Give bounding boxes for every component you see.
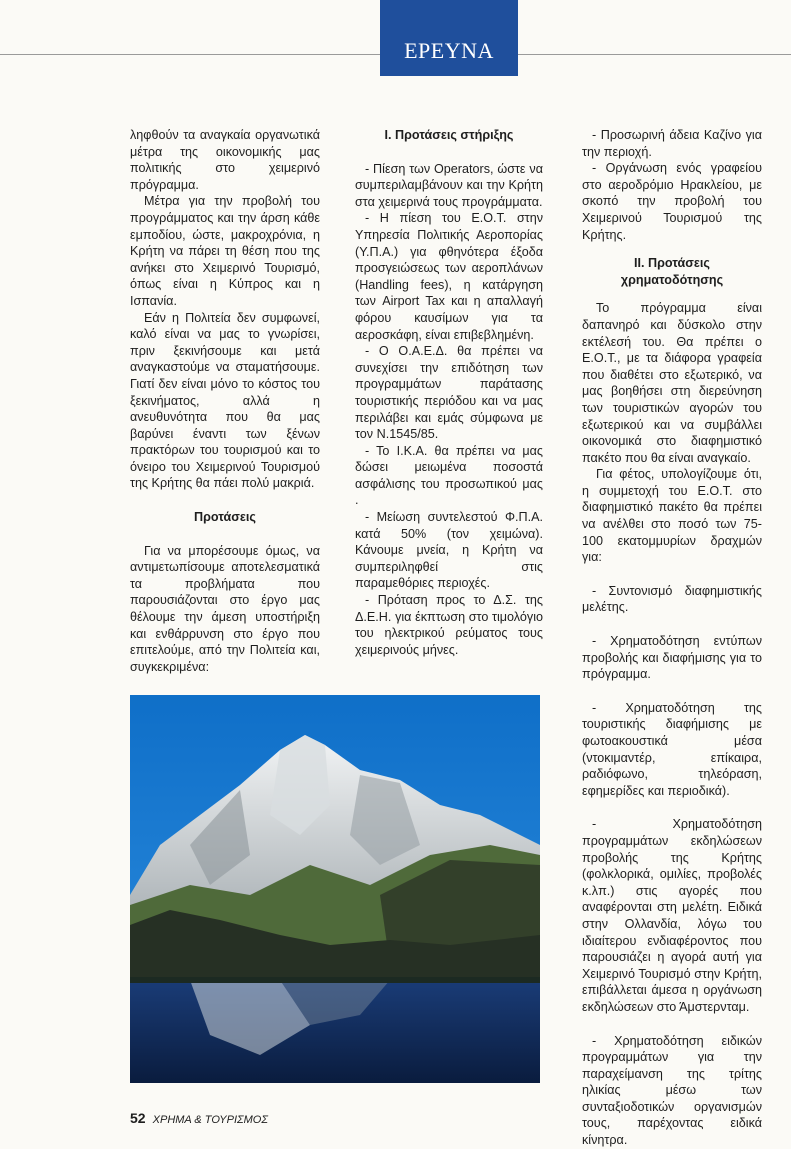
publication-name: ΧΡΗΜΑ & ΤΟΥΡΙΣΜΟΣ — [152, 1114, 268, 1126]
paragraph: Το πρόγραμμα είναι δαπανηρό και δύσκολο στην εκτέλεσή του. Θα πρέπει ο Ε.Ο.Τ., με τα διάφορα γραφεία που διαθέτει στο εξωτερικό, να μας βοηθήσει στη διερεύνηση των τουριστικών αγορών του εξωτερικού και να συμβάλλει οικονομικά στο διαφημιστικό πακέτο που θα είναι αναγκαίο. — [582, 301, 762, 465]
list-item: - Χρηματοδότηση προγραμμάτων εκδηλώσεων προβολής της Κρήτης (φολκλορικά, ομιλίες, προβολές κ.λπ.) στις αγορές που αναφέρονται στη μελέτη. Ειδικά στην Ολλανδία, λόγω του ιδιαίτερου ενδιαφέροντος που παρουσιάζει η αγορά αυτή για Χειμερινό Τουρισμό στην Κρήτη, επιβάλλεται άμεσα η οργάνωση εκδηλώσεων στο Άμστερνταμ. — [582, 817, 762, 1014]
page-number: 52 — [130, 1110, 146, 1126]
list-item: - Μείωση συντελεστού Φ.Π.Α. κατά 50% (τον χειμώνα). Κάνουμε μνεία, η Κρήτη να συμπεριληφθεί στις παραμεθόριες περιοχές. — [355, 510, 543, 591]
list-item: - Η πίεση του Ε.Ο.Τ. στην Υπηρεσία Πολιτικής Αεροπορίας (Υ.Π.Α.) για φθηνότερα έξοδα προσγειώσεως των αεροπλάνων (Handling fees), η κατάργηση των Airport Tax και η απαλλαγή φόρου καυσίμων για τα αεροσκάφη, είναι επιβεβλημένη. — [355, 211, 543, 342]
list-item: - Χρηματοδότηση της τουριστικής διαφήμισης με φωτοακουστικά μέσα (ντοκιμαντέρ, επίκαιρα, ραδιόφωνο, τηλεόραση, εφημερίδες και περιοδικά). — [582, 700, 762, 798]
section-tab — [380, 0, 518, 76]
paragraph: Για φέτος, υπολογίζουμε ότι, η συμμετοχή του Ε.Ο.Τ. στο διαφημιστικό πακέτο θα πρέπει να ανέλθει στο ποσό των 75-100 εκατομμυρίων δραχμών για: — [582, 467, 762, 565]
mountain-lake-photo — [130, 695, 540, 1083]
list-item: - Χρηματοδότηση εντύπων προβολής και διαφήμισης για το πρόγραμμα. — [582, 634, 762, 682]
paragraph: Εάν η Πολιτεία δεν συμφωνεί, καλό είναι να μας το γνωρίσει, πριν ξεκινήσουμε και μετά αναγκαστούμε να σταματήσουμε. Γιατί δεν είναι μόνο το κόστος του ξεκινήματος, αλλά η ανευθυνότητα που θα μας βαρύνει έναντι των ξένων πρακτόρων του τουρισμού και το όνειρο του Χειμερινού Τουρισμού της Κρήτης θα πάει πολύ μακριά. — [130, 310, 320, 491]
paragraph: Για να μπορέσουμε όμως, να αντιμετωπίσουμε αποτελεσματικά τα προβλήματα που παρουσιάζονται στο έργο μας θέλουμε την άμεση υποστήριξη και ενθάρρυνση στο έργο που επιτελούμε, από την Πολιτεία και, συγκεκριμένα: — [130, 543, 320, 674]
column-3 — [582, 127, 762, 1149]
list-item: - Πρόταση προς το Δ.Σ. της Δ.Ε.Η. για έκπτωση στο τιμολόγιο του ηλεκτρικού ρεύματος τους χειμερινούς μήνες. — [355, 593, 543, 657]
section-heading-funding: ΙΙ. Προτάσεις χρηματοδότησης — [620, 256, 724, 287]
column-2 — [355, 127, 543, 658]
list-item: - Πίεση των Operators, ώστε να συμπεριλαμβάνουν και την Κρήτη στα χειμερινά τους προγράμματα. — [355, 161, 543, 209]
list-item: - Προσωρινή άδεια Καζίνο για την περιοχή. — [582, 128, 762, 159]
list-item: - Χρηματοδότηση ειδικών προγραμμάτων για την παραχείμανση της τρίτης ηλικίας μέσω των συνταξιοδοτικών οργανισμών τους, παρέχοντας ειδικά κίνητρα. — [582, 1033, 762, 1148]
list-item: - Οργάνωση ενός γραφείου στο αεροδρόμιο Ηρακλείου, με σκοπό την προβολή του Χειμερινού Τουρισμού της Κρήτης. — [582, 161, 762, 242]
section-heading-support: Ι. Προτάσεις στήριξης — [384, 128, 514, 142]
section-label: ΕΡΕΥΝΑ — [404, 38, 494, 63]
paragraph: ληφθούν τα αναγκαία οργανωτικά μέτρα της οικονομικής μας πολιτικής στο χειμερινό πρόγραμμα. — [130, 128, 320, 192]
paragraph: Μέτρα για την προβολή του προγράμματος και την άρση κάθε εμποδίου, ώστε, μακροχρόνια, η Κρήτη να πάρει τη θέση που της ανήκει στο Χειμερινό Τουρισμό, όπως είναι η Κύπρος και η Ισπανία. — [130, 194, 320, 308]
list-item: - Το Ι.Κ.Α. θα πρέπει να μας δώσει μειωμένα ποσοστά ασφάλισης του προσωπικού μας . — [355, 443, 543, 508]
section-heading-proposals: Προτάσεις — [194, 510, 256, 525]
list-item: - Ο Ο.Α.Ε.Δ. θα πρέπει να συνεχίσει την επιδότηση των προγραμμάτων παράτασης τουριστικής περιόδου και να μας περιλάβει και εμάς σύμφωνα με τον Ν.1545/85. — [355, 344, 543, 442]
column-1 — [130, 127, 320, 675]
list-item: - Συντονισμό διαφημιστικής μελέτης. — [582, 583, 762, 615]
page-footer — [130, 1110, 268, 1126]
